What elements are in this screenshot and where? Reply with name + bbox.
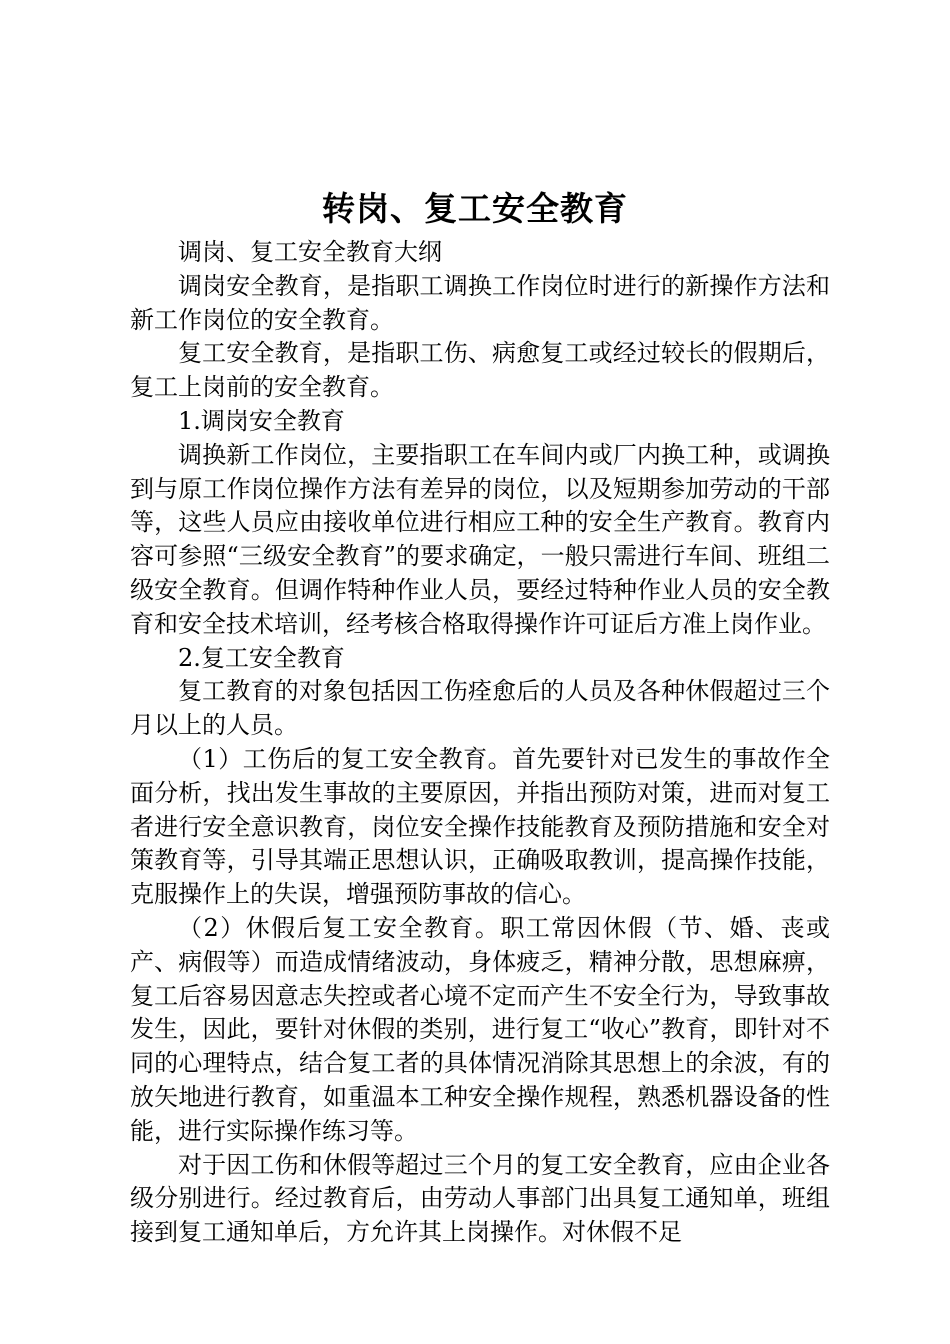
document-body: [130, 236, 830, 1250]
paragraph-three-month-return: 对于因工伤和休假等超过三个月的复工安全教育，应由企业各级分别进行。经过教育后，由劳动人事部门出具复工通知单，班组接到复工通知单后，方允许其上岗操作。对休假不足: [130, 1150, 830, 1247]
paragraph-return-definition: 复工安全教育，是指职工伤、病愈复工或经过较长的假期后，复工上岗前的安全教育。: [130, 339, 830, 402]
paragraph-leave-return: （2）休假后复工安全教育。职工常因休假（节、婚、丧或产、病假等）而造成情绪波动，身体疲乏，精神分散，思想麻痹，复工后容易因意志失控或者心境不定而产生不安全行为，导致事故发生，因此，要针对休假的类别，进行复工“收心”教育，即针对不同的心理特点，结合复工者的具体情况消除其思想上的余波，有的放矢地进行教育，如重温本工种安全操作规程，熟悉机器设备的性能，进行实际操作练习等。: [130, 913, 830, 1145]
section-heading-transfer: 1.调岗安全教育: [178, 406, 345, 435]
paragraph-injury-return: （1）工伤后的复工安全教育。首先要针对已发生的事故作全面分析，找出发生事故的主要原因，并指出预防对策，进而对复工者进行安全意识教育，岗位安全操作技能教育及预防措施和安全对策教育等，引导其端正思想认识，正确吸取教训，提高操作技能，克服操作上的失误，增强预防事故的信心。: [130, 744, 830, 909]
paragraph-outline-heading: 调岗、复工安全教育大纲: [178, 238, 442, 266]
document-title: 转岗、复工安全教育: [322, 189, 628, 228]
paragraph-transfer-definition: 调岗安全教育，是指职工调换工作岗位时进行的新操作方法和新工作岗位的安全教育。: [130, 271, 830, 334]
section-heading-return: 2.复工安全教育: [178, 643, 345, 672]
paragraph-return-scope: 复工教育的对象包括因工伤痊愈后的人员及各种休假超过三个月以上的人员。: [130, 677, 830, 740]
paragraph-transfer-details: 调换新工作岗位，主要指职工在车间内或厂内换工种，或调换到与原工作岗位操作方法有差异的岗位，以及短期参加劳动的干部等，这些人员应由接收单位进行相应工种的安全生产教育。教育内容可参照“三级安全教育”的要求确定，一般只需进行车间、班组二级安全教育。但调作特种作业人员，要经过特种作业人员的安全教育和安全技术培训，经考核合格取得操作许可证后方准上岗作业。: [130, 440, 830, 638]
